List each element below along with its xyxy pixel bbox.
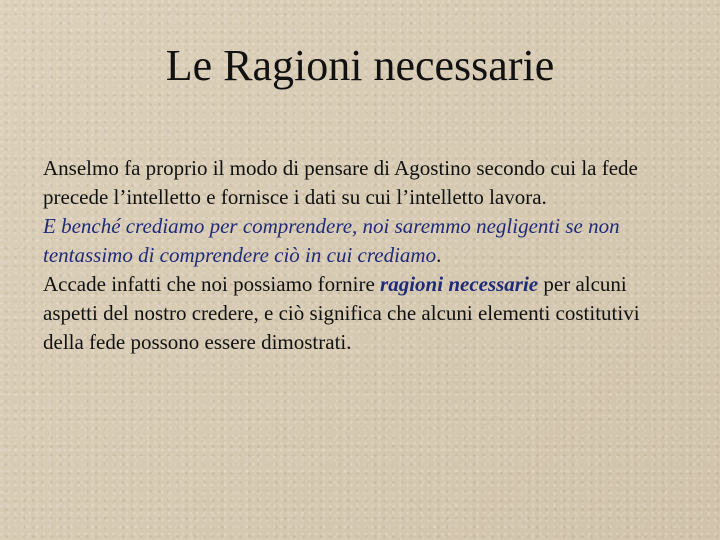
- paragraph-necessary-reasons: [43, 270, 683, 357]
- paragraph-augustine-reference: Anselmo fa proprio il modo di pensare di Agostino secondo cui la fede precede l’intelletto e fornisce i dati su cui l’intelletto lavora.: [43, 156, 638, 209]
- italic-quote: E benché crediamo per comprendere, noi saremmo negligenti se non tentassimo di comprendere ciò in cui crediamo: [43, 214, 620, 267]
- paragraph-text-after: per alcuni aspetti del nostro credere, e ciò significa che alcuni elementi costitutivi della fede possono essere dimostrati.: [43, 272, 640, 354]
- slide-title: Le Ragioni necessarie: [165, 41, 555, 90]
- paragraph-text-before: Accade infatti che noi possiamo fornire: [43, 272, 381, 296]
- paragraph-quote: [43, 212, 683, 270]
- slide-content: [43, 154, 683, 357]
- emphasized-term: ragioni necessarie: [380, 272, 539, 296]
- quote-period: .: [436, 243, 442, 267]
